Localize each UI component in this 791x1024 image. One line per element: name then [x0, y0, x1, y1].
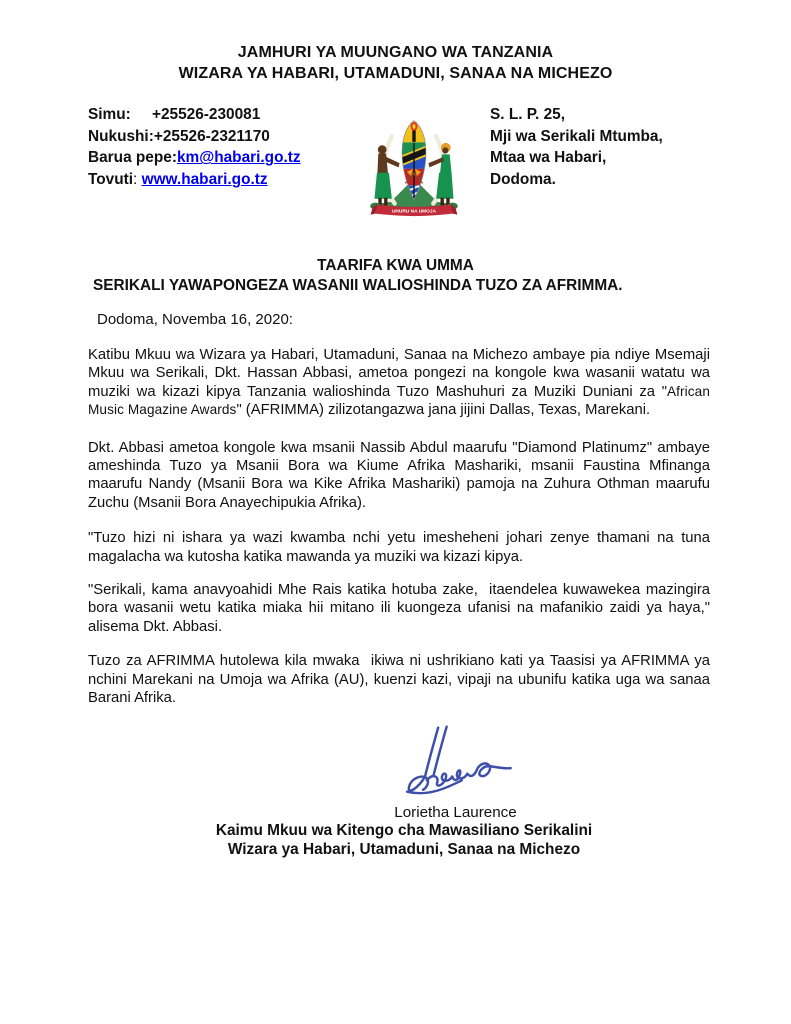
paragraph-3: "Tuzo hizi ni ishara ya wazi kwamba nchi yetu imesheheni johari zenye thamani na tuna magalacha wa kutosha katika mawanda ya muziki wa kizazi kipya.: [88, 530, 710, 565]
fax-line: [88, 126, 338, 148]
paragraph-1: [88, 346, 710, 420]
email-link[interactable]: km@habari.go.tz: [176, 149, 301, 167]
address-line-4: Dodoma.: [490, 171, 556, 189]
paragraph-5: Tuzo za AFRIMMA hutolewa kila mwaka ikiwa ni ushrikiano kati ya Taasisi ya AFRIMMA ya nchini Marekani na Umoja wa Afrika (AU), kuenzi kazi, vipaji na ubunifu katika uga wa sanaa Barani Afrika.: [88, 653, 710, 707]
address-line-1: S. L. P. 25,: [490, 106, 565, 123]
address-line-3: Mtaa wa Habari,: [490, 149, 607, 167]
notice-title: TAARIFA KWA UMMA: [317, 257, 474, 274]
phone-label: Simu:: [88, 106, 131, 123]
crest-container: [338, 104, 490, 224]
website-colon: :: [133, 171, 142, 189]
republic-title: JAMHURI YA MUUNGANO WA TANZANIA: [237, 44, 554, 61]
paragraph-4: "Serikali, kama anavyoahidi Mhe Rais katika hotuba zake, itaendelea kuwawekea mazingira bora wasanii wetu katika miaka hii mitano ili kuongeza ufanisi na mafanikio zaidi ya haya," alisema Dkt. Abbasi.: [88, 582, 710, 635]
signatory-ministry: Wizara ya Habari, Utamaduni, Sanaa na Michezo: [227, 840, 581, 858]
document-header: [0, 0, 791, 84]
email-label: Barua pepe:: [88, 149, 177, 167]
email-line: [88, 147, 338, 169]
crest-motto: UHURU NA UMOJA: [391, 209, 437, 215]
letterhead: [88, 104, 720, 224]
paragraph-1-quoted-phrase: African Music Magazine Awards: [88, 383, 710, 418]
handwritten-signature: [392, 722, 522, 802]
paragraph-1-text-end: " (AFRIMMA) zilizotangazwa jana jijini Dallas, Texas, Marekani.: [236, 402, 651, 419]
fax-value: +25526-2321170: [153, 127, 270, 145]
website-line: [88, 169, 338, 191]
website-label: Tovuti: [88, 171, 134, 189]
tanzania-coat-of-arms-icon: [361, 106, 467, 224]
phone-line: [88, 104, 338, 126]
contact-block: [88, 104, 338, 224]
address-block: [490, 104, 720, 224]
dateline: Dodoma, Novemba 16, 2020:: [97, 311, 293, 328]
paragraph-2: Dkt. Abbasi ametoa kongole kwa msanii Nassib Abdul maarufu "Diamond Platinumz" ambaye ameshinda Tuzo ya Msanii Bora wa Kiume Afrika Mashariki, msanii Faustina Mfinanga maarufu Nandy (Msanii Bora wa Kike Afrika Mashariki) pamoja na Zuhura Othman maarufu Zuchu (Msanii Bora Anayechipukia Afrika).: [88, 439, 710, 511]
address-line-2: Mji wa Serikali Mtumba,: [490, 127, 663, 145]
fax-label: Nukushi:: [88, 127, 154, 145]
signatory-role: Kaimu Mkuu wa Kitengo cha Mawasiliano Serikalini: [215, 822, 593, 839]
website-link[interactable]: www.habari.go.tz: [141, 171, 268, 189]
ministry-title: WIZARA YA HABARI, UTAMADUNI, SANAA NA MICHEZO: [178, 65, 613, 82]
phone-value: +25526-230081: [152, 106, 261, 123]
paragraph-1-text: Katibu Mkuu wa Wizara ya Habari, Utamaduni, Sanaa na Michezo ambaye pia ndiye Msemaji Mkuu wa Serikali, Dkt. Hassan Abbasi, ametoa pongezi na kongole kwa wasanii watatu wa muziki wa kizazi kipya Tanzania walioshinda Tuzo Mashuhuri za Muziki Duniani za ": [88, 347, 710, 400]
signatory-name: Lorietha Laurence: [394, 803, 517, 821]
notice-subtitle: SERIKALI YAWAPONGEZA WASANII WALIOSHINDA TUZO ZA AFRIMMA.: [93, 277, 623, 294]
